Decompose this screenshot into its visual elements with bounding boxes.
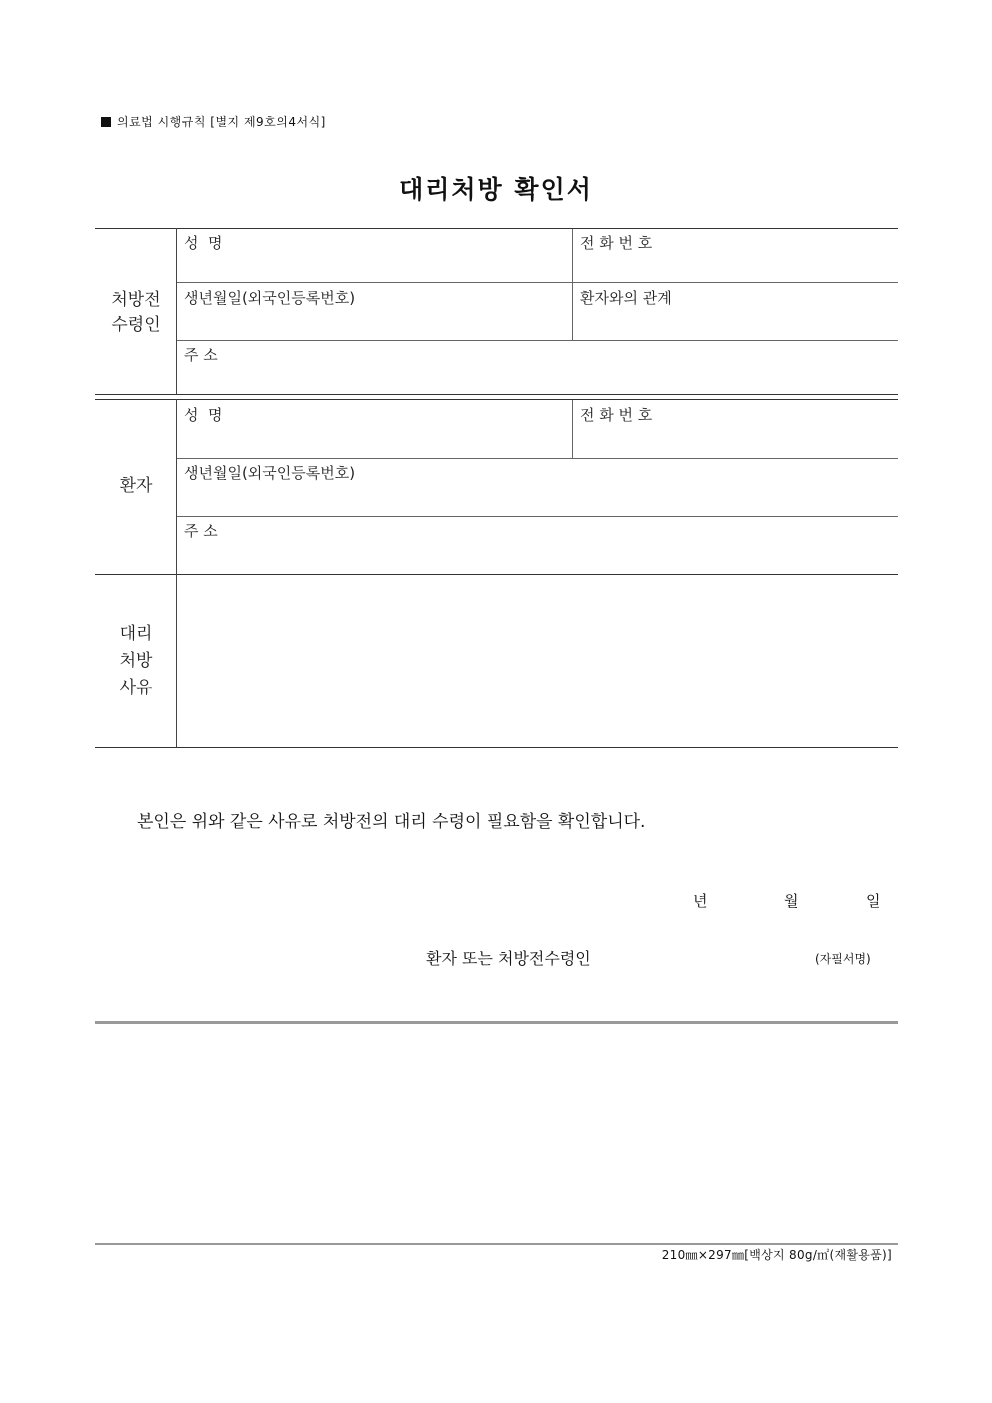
reason-label-line2: 처방	[119, 651, 153, 671]
confirmation-statement: 본인은 위와 같은 사유로 처방전의 대리 수령이 필요함을 확인합니다.	[137, 812, 646, 832]
reason-section-label	[95, 621, 177, 702]
document-title: 대리처방 확인서	[399, 175, 593, 204]
patient-row-divider-1	[177, 458, 898, 459]
patient-address-label: 주 소	[184, 522, 218, 540]
recipient-row-divider-1	[177, 282, 898, 283]
footer-divider	[95, 1243, 898, 1245]
recipient-column-divider	[572, 229, 573, 340]
recipient-birth-label: 생년월일(외국인등록번호)	[184, 289, 356, 307]
patient-birth-label: 생년월일(외국인등록번호)	[184, 464, 356, 482]
patient-phone-label: 전 화 번 호	[580, 406, 653, 424]
signature-note: (자필서명)	[815, 952, 871, 966]
recipient-section-label	[95, 288, 177, 338]
reason-content-area[interactable]	[184, 582, 890, 740]
square-bullet-icon	[101, 117, 111, 127]
recipient-bottom-border	[95, 394, 898, 395]
month-label: 월	[784, 892, 799, 910]
regulation-reference	[101, 113, 326, 130]
regulation-reference-text: 의료법 시행규칙 [별지 제9호의4서식]	[117, 115, 326, 129]
table-top-border	[95, 228, 898, 229]
paper-spec: 210㎜×297㎜[백상지 80g/㎡(재활용품)]	[661, 1248, 892, 1262]
patient-column-divider	[572, 400, 573, 458]
reason-label-line1: 대리	[119, 624, 153, 644]
signer-label: 환자 또는 처방전수령인	[426, 949, 591, 968]
patient-bottom-border	[95, 574, 898, 575]
reason-bottom-border	[95, 747, 898, 748]
recipient-relation-label: 환자와의 관계	[580, 289, 672, 307]
section-end-divider	[95, 1021, 898, 1024]
day-label: 일	[866, 892, 881, 910]
recipient-address-label: 주 소	[184, 346, 218, 364]
recipient-name-label: 성 명	[184, 234, 223, 252]
year-label: 년	[693, 892, 708, 910]
patient-section-label: 환자	[119, 476, 153, 496]
recipient-phone-label: 전 화 번 호	[580, 234, 653, 252]
patient-row-divider-2	[177, 516, 898, 517]
patient-top-border	[95, 399, 898, 400]
recipient-label-line2: 수령인	[111, 315, 161, 335]
recipient-label-line1: 처방전	[111, 290, 161, 310]
reason-label-line3: 사유	[119, 678, 153, 698]
patient-name-label: 성 명	[184, 406, 223, 424]
recipient-row-divider-2	[177, 340, 898, 341]
